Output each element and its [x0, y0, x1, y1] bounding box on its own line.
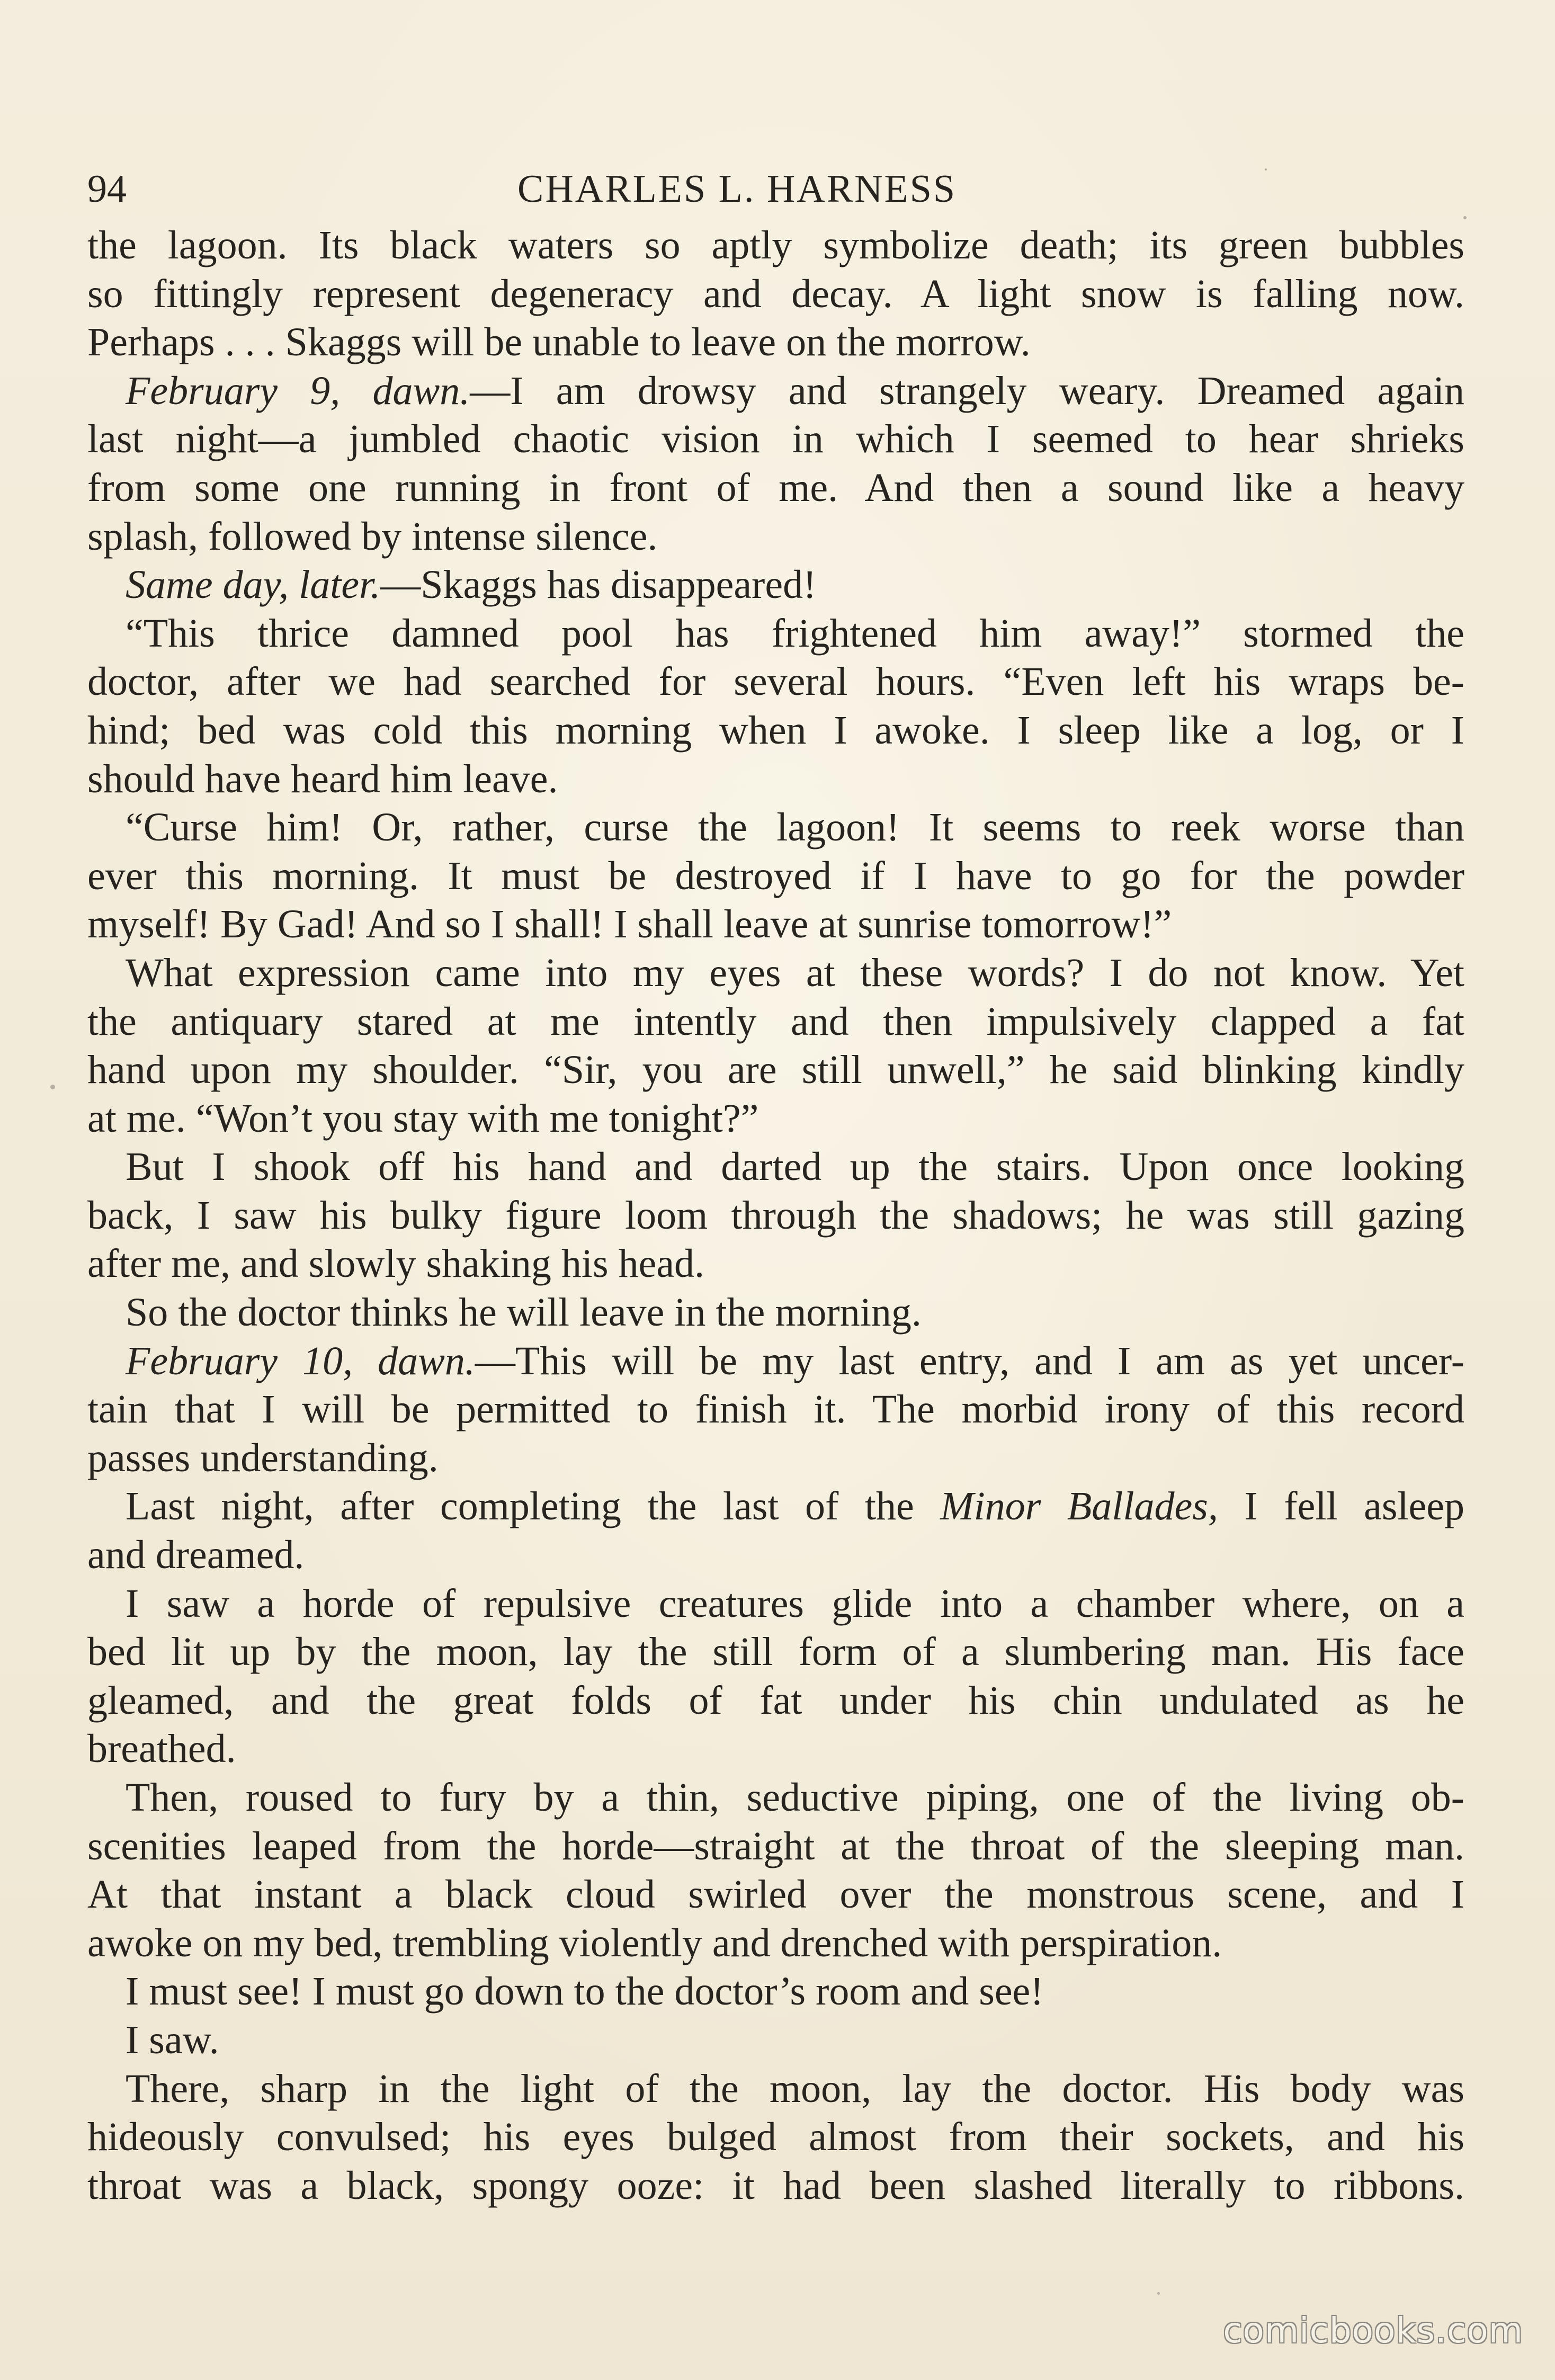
text-line	[87, 658, 1464, 706]
line-text: so fittingly represent degeneracy and decay. A light snow is falling now.	[87, 271, 1464, 316]
line-text: Perhaps . . . Skaggs will be unable to leave on the morrow.	[87, 320, 1031, 365]
line-text: splash, followed by intense silence.	[87, 514, 658, 559]
page-header	[87, 164, 1464, 214]
line-text: —This will be my last entry, and I am as yet uncer-	[475, 1338, 1464, 1383]
line-text: So the doctor thinks he will leave in the morning.	[126, 1290, 922, 1335]
line-text: at me. “Won’t you stay with me tonight?”	[87, 1096, 759, 1141]
text-line	[87, 464, 1464, 513]
line-text: But I shook off his hand and darted up the stairs. Upon once looking	[126, 1144, 1464, 1189]
text-line	[87, 998, 1464, 1046]
text-line	[87, 1871, 1464, 1919]
line-text: from some one running in front of me. And then a sound like a heavy	[87, 465, 1464, 510]
line-text: throat was a black, spongy ooze: it had been slashed literally to ribbons.	[87, 2163, 1464, 2208]
text-line	[87, 1774, 1464, 1822]
line-text: What expression came into my eyes at these words? I do not know. Yet	[126, 950, 1464, 995]
paper-speck	[50, 1085, 55, 1089]
text-line	[87, 1628, 1464, 1677]
line-text: I saw.	[126, 2017, 219, 2062]
text-line	[87, 1143, 1464, 1192]
line-text: hideously convulsed; his eyes bulged almost from their sockets, and his	[87, 2115, 1464, 2160]
line-text: the antiquary stared at me intently and then impulsively clapped a fat	[87, 999, 1464, 1044]
paper-speck	[1265, 168, 1267, 171]
line-text: breathed.	[87, 1726, 236, 1771]
text-line	[87, 755, 1464, 804]
text-line	[87, 1822, 1464, 1871]
text-line	[87, 1725, 1464, 1774]
text-line	[87, 1095, 1464, 1143]
text-line	[87, 2065, 1464, 2114]
text-line	[87, 561, 1464, 610]
text-line	[87, 1919, 1464, 1968]
line-text: gleamed, and the great folds of fat under his chin undulated as he	[87, 1678, 1464, 1723]
italic-dateline: February 9, dawn.	[126, 368, 470, 413]
text-line	[87, 1289, 1464, 1337]
text-line	[87, 318, 1464, 367]
text-line	[87, 1482, 1464, 1531]
line-text: passes understanding.	[87, 1435, 439, 1480]
italic-dateline: February 10, dawn.	[126, 1338, 475, 1383]
line-text: There, sharp in the light of the moon, lay the doctor. His body was	[126, 2066, 1464, 2111]
line-text-tail: I fell asleep	[1218, 1484, 1465, 1529]
text-line	[87, 706, 1464, 755]
line-text: ever this morning. It must be destroyed if I have to go for the powder	[87, 853, 1464, 898]
line-text: doctor, after we had searched for several hours. “Even left his wraps be-	[87, 659, 1464, 704]
watermark: comicbooks.com	[1223, 2310, 1523, 2351]
text-line	[87, 1192, 1464, 1240]
text-line	[87, 2113, 1464, 2162]
text-line	[87, 1967, 1464, 2016]
italic-title: Minor Ballades,	[940, 1484, 1218, 1529]
line-text: after me, and slowly shaking his head.	[87, 1241, 705, 1286]
line-text: —Skaggs has disappeared!	[380, 562, 817, 607]
text-line	[87, 1240, 1464, 1289]
text-line	[87, 270, 1464, 319]
line-text: bed lit up by the moon, lay the still form of a slumbering man. His face	[87, 1630, 1464, 1675]
line-text: the lagoon. Its black waters so aptly symbolize death; its green bubbles	[87, 223, 1464, 267]
page-number: 94	[87, 167, 127, 211]
line-text: —I am drowsy and strangely weary. Dreamed again	[470, 368, 1465, 413]
text-line	[87, 949, 1464, 998]
text-line	[87, 1337, 1464, 1386]
text-line	[87, 415, 1464, 464]
line-text: hand upon my shoulder. “Sir, you are still unwell,” he said blinking kindly	[87, 1048, 1464, 1093]
line-text: tain that I will be permitted to finish it. The morbid irony of this record	[87, 1387, 1464, 1432]
text-line	[87, 803, 1464, 852]
line-text: back, I saw his bulky figure loom through the shadows; he was still gazing	[87, 1193, 1464, 1238]
text-line	[87, 610, 1464, 658]
line-text: “This thrice damned pool has frightened him away!” stormed the	[126, 611, 1464, 656]
text-line	[87, 852, 1464, 901]
paper-speck	[1463, 216, 1467, 219]
line-text: hind; bed was cold this morning when I awoke. I sleep like a log, or I	[87, 708, 1464, 753]
body-text	[87, 221, 1464, 2210]
line-text: scenities leaped from the horde—straight at the throat of the sleeping man.	[87, 1823, 1464, 1868]
text-line	[87, 1434, 1464, 1483]
text-line	[87, 367, 1464, 416]
line-text: should have heard him leave.	[87, 756, 558, 801]
text-line	[87, 1677, 1464, 1725]
line-text: “Curse him! Or, rather, curse the lagoon! It seems to reek worse than	[126, 805, 1464, 850]
text-line	[87, 1385, 1464, 1434]
line-text: and dreamed.	[87, 1533, 305, 1578]
text-line	[87, 900, 1464, 949]
text-line	[87, 513, 1464, 561]
text-line	[87, 2162, 1464, 2211]
line-text: Then, roused to fury by a thin, seductive piping, one of the living ob-	[126, 1775, 1464, 1820]
line-text: awoke on my bed, trembling violently and drenched with perspiration.	[87, 1920, 1222, 1965]
line-text: Last night, after completing the last of the	[126, 1484, 941, 1529]
text-line	[87, 221, 1464, 270]
line-text: I must see! I must go down to the doctor’s room and see!	[126, 1969, 1044, 2014]
text-line	[87, 1580, 1464, 1629]
text-line	[87, 2016, 1464, 2065]
italic-dateline: Same day, later.	[126, 562, 381, 607]
line-text: At that instant a black cloud swirled over the monstrous scene, and I	[87, 1872, 1464, 1917]
text-line	[87, 1046, 1464, 1095]
running-head: CHARLES L. HARNESS	[517, 167, 957, 211]
line-text: I saw a horde of repulsive creatures glide into a chamber where, on a	[126, 1581, 1464, 1626]
line-text: last night—a jumbled chaotic vision in which I seemed to hear shrieks	[87, 417, 1464, 462]
text-line	[87, 1531, 1464, 1580]
line-text: myself! By Gad! And so I shall! I shall leave at sunrise tomorrow!”	[87, 902, 1172, 947]
paper-speck	[1157, 2292, 1160, 2295]
